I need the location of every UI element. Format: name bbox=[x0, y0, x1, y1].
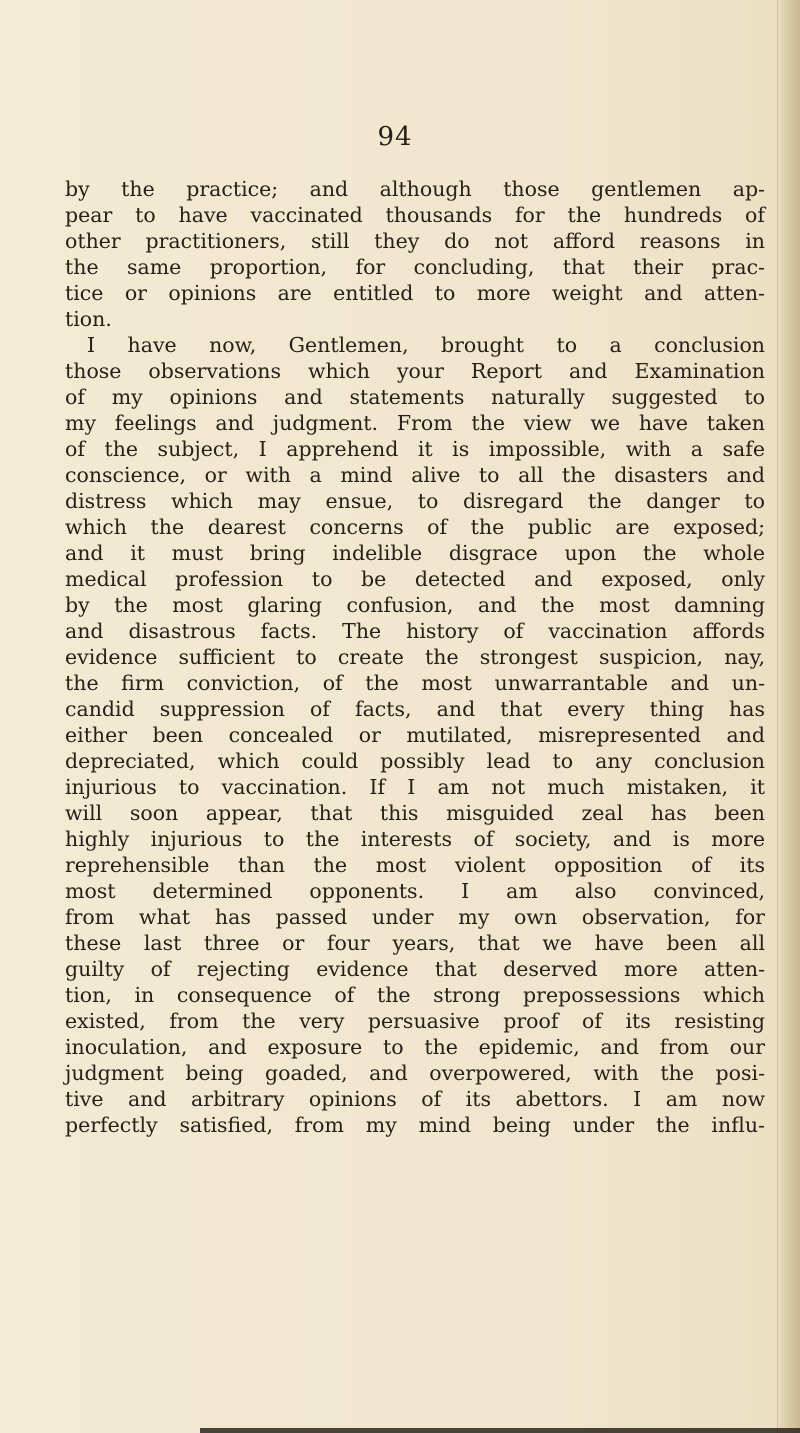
text-line: tion, in consequence of the strong prepossessions which bbox=[65, 983, 765, 1007]
text-line: and disastrous facts. The history of vaccination affords bbox=[65, 619, 765, 643]
text-line: by the most glaring confusion, and the most damning bbox=[65, 593, 765, 617]
text-line: of the subject, I apprehend it is impossible, with a safe bbox=[65, 437, 765, 461]
text-line: other practitioners, still they do not afford reasons in bbox=[65, 229, 765, 253]
text-line: tive and arbitrary opinions of its abettors. I am now bbox=[65, 1087, 765, 1111]
text-line: tice or opinions are entitled to more weight and atten- bbox=[65, 281, 765, 305]
page-bottom-edge bbox=[200, 1428, 800, 1433]
text-line: depreciated, which could possibly lead to any conclusion bbox=[65, 749, 765, 773]
body-text bbox=[65, 176, 765, 1138]
text-line: medical profession to be detected and exposed, only bbox=[65, 567, 765, 591]
text-line: from what has passed under my own observation, for bbox=[65, 905, 765, 929]
text-line: by the practice; and although those gentlemen ap- bbox=[65, 177, 765, 201]
text-line: those observations which your Report and Examination bbox=[65, 359, 765, 383]
text-line: conscience, or with a mind alive to all the disasters and bbox=[65, 463, 765, 487]
text-line: of my opinions and statements naturally suggested to bbox=[65, 385, 765, 409]
text-line: I have now, Gentlemen, brought to a conclusion bbox=[87, 333, 765, 357]
text-line: inoculation, and exposure to the epidemic, and from our bbox=[65, 1035, 765, 1059]
text-line: highly injurious to the interests of society, and is more bbox=[65, 827, 765, 851]
text-line: my feelings and judgment. From the view we have taken bbox=[65, 411, 765, 435]
text-line: the firm conviction, of the most unwarrantable and un- bbox=[65, 671, 765, 695]
text-line: pear to have vaccinated thousands for the hundreds of bbox=[65, 203, 765, 227]
page-edge-shadow bbox=[777, 0, 800, 1433]
text-line: evidence sufficient to create the strongest suspicion, nay, bbox=[65, 645, 765, 669]
text-line: judgment being goaded, and overpowered, with the posi- bbox=[65, 1061, 765, 1085]
text-line: the same proportion, for concluding, that their prac- bbox=[65, 255, 765, 279]
text-line: and it must bring indelible disgrace upon the whole bbox=[65, 541, 765, 565]
text-line: guilty of rejecting evidence that deserved more atten- bbox=[65, 957, 765, 981]
text-line: existed, from the very persuasive proof of its resisting bbox=[65, 1009, 765, 1033]
text-line: candid suppression of facts, and that every thing has bbox=[65, 697, 765, 721]
text-line: perfectly satisfied, from my mind being under the influ- bbox=[65, 1113, 765, 1137]
text-line: distress which may ensue, to disregard the danger to bbox=[65, 489, 765, 513]
text-line: injurious to vaccination. If I am not much mistaken, it bbox=[65, 775, 765, 799]
text-line: which the dearest concerns of the public are exposed; bbox=[65, 515, 765, 539]
text-line: tion. bbox=[65, 307, 112, 331]
page-number: 94 bbox=[377, 122, 413, 152]
text-line: either been concealed or mutilated, misrepresented and bbox=[65, 723, 765, 747]
text-line: will soon appear, that this misguided zeal has been bbox=[65, 801, 765, 825]
text-line: most determined opponents. I am also convinced, bbox=[65, 879, 765, 903]
text-line: reprehensible than the most violent opposition of its bbox=[65, 853, 765, 877]
text-line: these last three or four years, that we have been all bbox=[65, 931, 765, 955]
